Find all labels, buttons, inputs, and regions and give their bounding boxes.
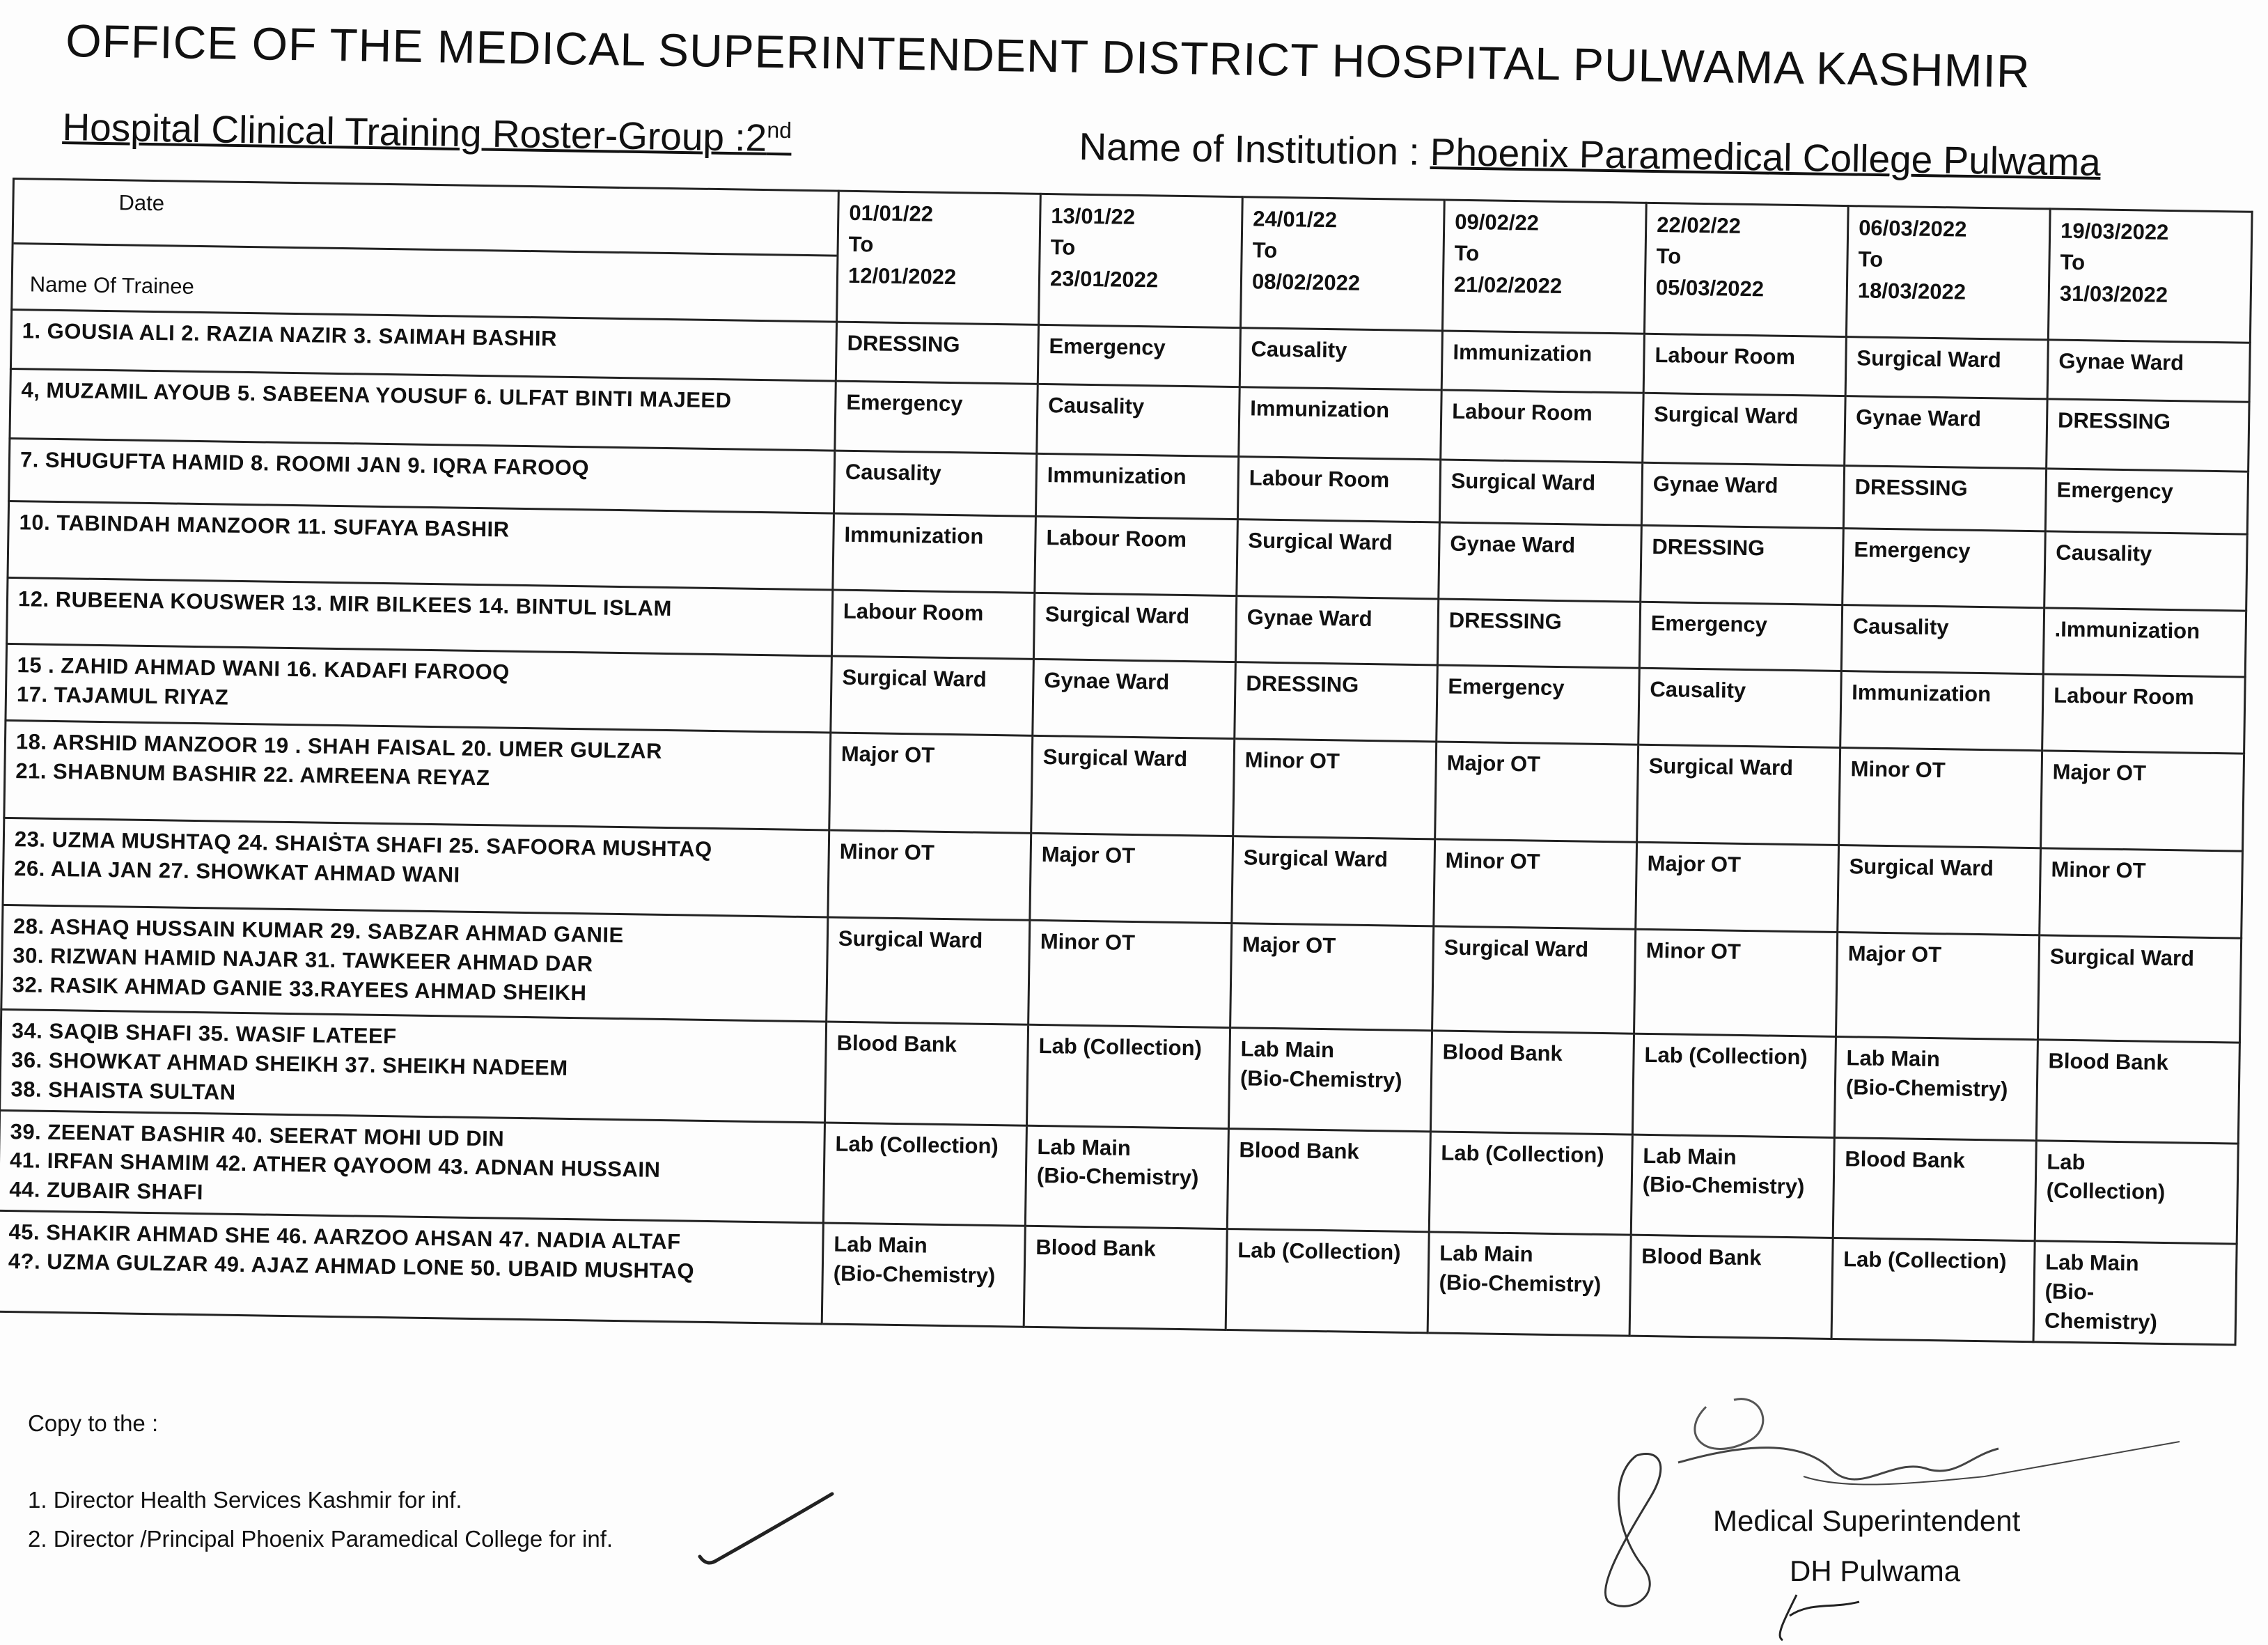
posting-cell: Immunization [1441,331,1644,393]
posting-cell: DRESSING [1437,599,1640,668]
institution-name: Phoenix Paramedical College Pulwama [1430,130,2102,185]
posting-cell: Surgical Ward [1439,460,1642,525]
posting-cell: Blood Bank [1833,1137,2036,1241]
posting-cell: Lab (Collection) [1429,1131,1632,1235]
period-to: 05/03/2022 [1655,274,1765,302]
copy-to-block [28,1410,613,1565]
period-from: 09/02/22 [1455,209,1540,235]
posting-cell: Gynae Ward [2047,340,2250,402]
posting-cell: Emergency [2045,469,2248,534]
posting-cell: DRESSING [1843,466,2046,531]
period-header [1846,206,2050,340]
period-to-label: To [848,231,874,257]
roster-body [0,310,2250,1346]
posting-cell: Emergency [1843,529,2046,608]
trainee-names-cell: 10. TABINDAH MANZOOR 11. SUFAYA BASHIR [8,501,834,590]
office-title: OFFICE OF THE MEDICAL SUPERINTENDENT DISTRICT HOSPITAL PULWAMA KASHMIR [65,14,2031,98]
posting-cell: Lab Main (Bio-Chemistry) [822,1223,1025,1327]
posting-cell: Major OT [2041,751,2244,851]
posting-cell: Surgical Ward [1643,393,1845,465]
posting-cell: Major OT [1230,923,1434,1031]
posting-cell: Blood Bank [1024,1226,1227,1330]
posting-cell: .Immunization [2043,608,2246,677]
trainee-names-cell: 45. SHAKIR AHMAD SHE 46. AARZOO AHSAN 47. NADIA ALTAF 4?. UZMA GULZAR 49. AJAZ AHMAD LONE 50. UBAID MUSHTAQ [0,1210,823,1324]
posting-cell: Lab Main (Bio-Chemistry) [1631,1135,1834,1238]
posting-cell: Lab Main (Bio- Chemistry) [2033,1241,2237,1345]
posting-cell: Minor OT [828,830,1031,920]
period-to: 12/01/2022 [847,263,957,289]
posting-cell: Causality [1037,384,1239,456]
posting-cell: Minor OT [1029,920,1232,1027]
trainee-names-cell: 18. ARSHID MANZOOR 19 . SHAH FAISAL 20. UMER GULZAR 21. SHABNUM BASHIR 22. AMREENA REYAZ [4,720,831,830]
posting-cell: Labour Room [831,590,1034,659]
posting-cell: Labour Room [1035,516,1238,595]
posting-cell: Major OT [1030,833,1233,923]
posting-cell: Surgical Ward [827,917,1030,1024]
period-to: 08/02/2022 [1251,269,1361,295]
posting-cell: Labour Room [1441,390,1643,462]
trainee-names-cell: 34. SAQIB SHAFI 35. WASIF LATEEF 36. SHOWKAT AHMAD SHEIKH 37. SHEIKH NADEEM 38. SHAISTA SULTAN [0,1009,827,1122]
signatory-place: DH Pulwama [1790,1554,1961,1587]
posting-cell: Causality [1841,605,2044,674]
roster-title [62,104,792,160]
institution-label: Name of Institution : [1079,124,1431,173]
posting-cell: DRESSING [1641,525,1844,605]
trainee-names-cell: 28. ASHAQ HUSSAIN KUMAR 29. SABZAR AHMAD GANIE 30. RIZWAN HAMID NAJAR 31. TAWKEER AHMAD DAR 32. RASIK AHMAD GANIE 33.RAYEES AHMAD SHEIKH [1,905,828,1022]
trainee-names-cell: 23. UZMA MUSHTAQ 24. SHAIṠTA SHAFI 25. SAFOORA MUSHTAQ 26. ALIA JAN 27. SHOWKAT AHMAD WANI [3,818,829,917]
posting-cell: Lab (Collection) [1831,1238,2035,1342]
period-header [2048,209,2252,343]
trainee-names-cell: 1. GOUSIA ALI 2. RAZIA NAZIR 3. SAIMAH BASHIR [10,310,836,382]
posting-cell: Blood Bank [2036,1040,2239,1144]
period-from: 01/01/22 [849,200,934,226]
period-from: 19/03/2022 [2060,218,2169,244]
posting-cell: Surgical Ward [1033,593,1236,662]
trainee-names-cell: 12. RUBEENA KOUSWER 13. MIR BILKEES 14. BINTUL ISLAM [7,577,833,656]
period-to: 23/01/2022 [1049,265,1159,293]
posting-cell: Emergency [1437,665,1640,744]
posting-cell: Minor OT [1434,839,1637,929]
posting-cell: Surgical Ward [1637,744,1840,845]
trainee-names-cell: 4, MUZAMIL AYOUB 5. SABEENA YOUSUF 6. ULFAT BINTI MAJEED [10,368,836,451]
posting-cell: Major OT [1636,842,1839,932]
posting-cell: Blood Bank [825,1022,1029,1125]
posting-cell: Minor OT [1233,739,1437,839]
period-header [837,191,1041,325]
posting-cell: Surgical Ward [1031,735,1235,836]
period-to-label: To [2060,249,2086,275]
posting-cell: Lab (Collection) [1632,1034,1836,1137]
posting-cell: Lab Main (Bio-Chemistry) [1834,1036,2038,1140]
roster-table-wrapper [0,178,2251,1346]
posting-cell: Lab (Collection) [1026,1024,1230,1128]
posting-cell: Gynae Ward [1235,596,1438,665]
signature-block [1567,1393,2193,1644]
posting-cell: Blood Bank [1629,1235,1833,1339]
name-of-trainee-label: Name Of Trainee [29,272,195,299]
posting-cell: Labour Room [1237,457,1440,522]
posting-cell: Blood Bank [1227,1128,1430,1232]
posting-cell: Lab (Collection) [1226,1229,1429,1333]
institution-line [1079,124,2101,185]
posting-cell: DRESSING [836,322,1038,384]
posting-cell: Emergency [835,381,1038,453]
copy-to-item: 2. Director /Principal Phoenix Paramedical College for inf. [28,1526,613,1552]
posting-cell: Immunization [1840,671,2044,751]
roster-title-superscript: nd [767,117,792,143]
posting-cell: Lab (Collection) [2035,1140,2238,1244]
posting-cell: Major OT [1435,742,1639,842]
posting-cell: Surgical Ward [2038,935,2241,1043]
posting-cell: Surgical Ward [1838,845,2041,935]
period-from: 13/01/22 [1051,203,1136,229]
period-to-label: To [1454,240,1480,266]
posting-cell: Labour Room [1643,334,1846,396]
header-divider [14,242,837,257]
trainee-names-cell: 15 . ZAHID AHMAD WANI 16. KADAFI FAROOQ 17. TAJAMUL RIYAZ [6,644,832,733]
posting-cell: DRESSING [1235,662,1438,742]
posting-cell: Gynae Ward [1439,522,1642,602]
period-header [1644,203,1848,336]
posting-cell: Lab Main (Bio-Chemistry) [1025,1125,1228,1229]
period-to: 18/03/2022 [1857,278,1966,304]
posting-cell: Surgical Ward [1232,836,1435,926]
period-header [1039,194,1243,327]
date-label: Date [118,190,165,216]
posting-cell: Immunization [1035,453,1238,519]
posting-cell: Gynae Ward [1641,462,1844,528]
period-header [1240,197,1444,331]
header-corner-cell [12,179,839,322]
posting-cell: Emergency [1639,602,1842,671]
posting-cell: Lab Main (Bio-Chemistry) [1428,1232,1631,1336]
posting-cell: Minor OT [1839,748,2042,848]
period-from: 24/01/22 [1253,206,1338,233]
posting-cell: Immunization [1239,387,1441,460]
posting-cell: Emergency [1038,325,1240,387]
posting-cell: Surgical Ward [1432,926,1636,1034]
period-to-label: To [1656,243,1682,269]
checkmark-icon [696,1490,850,1574]
period-header [1442,200,1646,334]
trainee-names-cell: 7. SHUGUFTA HAMID 8. ROOMI JAN 9. IQRA FAROOQ [9,438,835,513]
posting-cell: Gynae Ward [1845,396,2047,469]
period-from: 06/03/2022 [1858,215,1967,242]
copy-to-heading: Copy to the : [28,1410,159,1436]
copy-to-item: 1. Director Health Services Kashmir for inf. [28,1487,462,1513]
posting-cell: Surgical Ward [1237,520,1440,599]
posting-cell: Gynae Ward [1033,659,1236,738]
trainee-names-cell: 39. ZEENAT BASHIR 40. SEERAT MOHI UD DIN 41. IRFAN SHAMIM 42. ATHER QAYOOM 43. ADNAN HUSSAIN 44. ZUBAIR SHAFI [0,1110,825,1223]
posting-cell: DRESSING [2047,399,2249,471]
posting-cell: Minor OT [2040,848,2243,938]
posting-cell: Immunization [833,513,1036,593]
period-to-label: To [1858,247,1884,272]
signatory-title: Medical Superintendent [1713,1504,2021,1537]
period-to: 31/03/2022 [2059,281,2168,307]
posting-cell: Causality [1239,328,1442,390]
period-to: 21/02/2022 [1453,272,1563,298]
posting-cell: Surgical Ward [1845,337,2048,399]
posting-cell: Surgical Ward [831,656,1034,735]
posting-cell: Labour Room [2042,674,2246,754]
posting-cell: Lab (Collection) [823,1122,1026,1226]
posting-cell: Causality [834,451,1036,516]
period-to-label: To [1252,237,1278,263]
posting-cell: Major OT [829,733,1033,833]
period-from: 22/02/22 [1656,212,1742,238]
roster-title-text: Hospital Clinical Training Roster-Group :2 [62,104,767,159]
posting-cell: Blood Bank [1430,1031,1634,1135]
period-to-label: To [1050,235,1076,260]
posting-cell: Causality [1639,668,1842,747]
posting-cell: Lab Main (Bio-Chemistry) [1228,1028,1432,1132]
roster-table [0,178,2253,1346]
posting-cell: Causality [2044,531,2248,611]
posting-cell: Major OT [1836,932,2039,1039]
posting-cell: Minor OT [1634,929,1838,1036]
